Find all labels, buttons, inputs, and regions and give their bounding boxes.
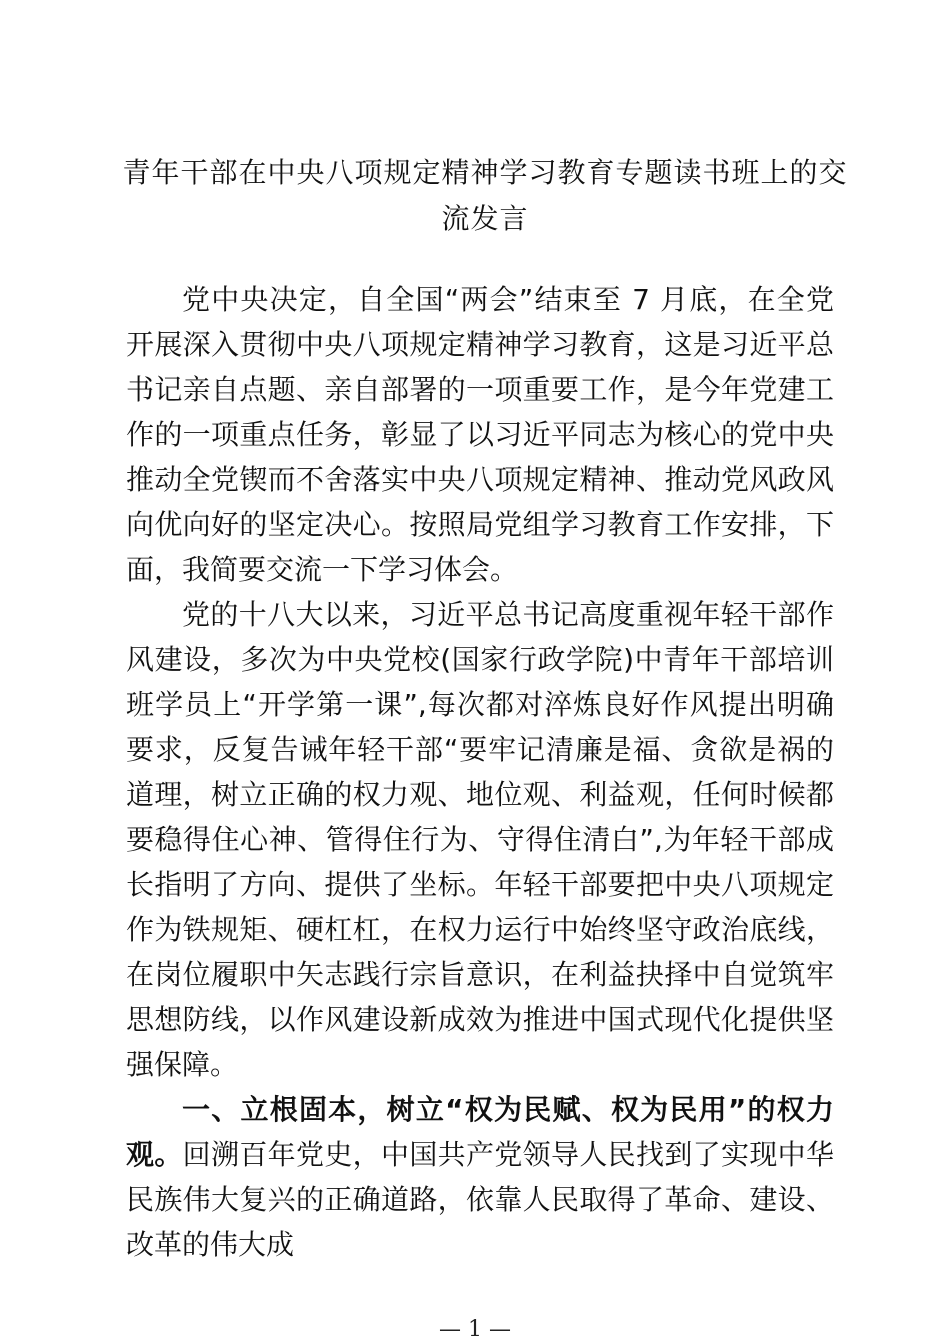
paragraph-intro: 党中央决定，自全国“两会”结束至 7 月底，在全党开展深入贯彻中央八项规定精神学习教育，这是习近平总书记亲自点题、亲自部署的一项重要工作，是今年党建工作的一项重点任务，彰显了以习近平同志为核心的党中央推动全党锲而不舍落实中央八项规定精神、推动党风政风向优向好的坚定决心。按照局党组学习教育工作安排，下面，我简要交流一下学习体会。 — [126, 283, 834, 586]
paragraph-section-one — [126, 1087, 834, 1267]
document-title: 青年干部在中央八项规定精神学习教育专题读书班上的交流发言 — [122, 156, 848, 235]
section-one-body: 回溯百年党史，中国共产党领导人民找到了实现中华民族伟大复兴的正确道路，依靠人民取得了革命、建设、改革的伟大成 — [126, 1138, 834, 1261]
page-number: — 1 — — [439, 1317, 511, 1342]
section-one-heading: 一、立根固本，树立“权为民赋、权为民用”的权力观。 — [126, 1093, 834, 1171]
document-body — [126, 277, 834, 1267]
paragraph-background: 党的十八大以来，习近平总书记高度重视年轻干部作风建设，多次为中央党校(国家行政学院)中青年干部培训班学员上“开学第一课”,每次都对淬炼良好作风提出明确要求，反复告诫年轻干部“要牢记清廉是福、贪欲是祸的道理，树立正确的权力观、地位观、利益观，任何时候都要稳得住心神、管得住行为、守得住清白”,为年轻干部成长指明了方向、提供了坐标。年轻干部要把中央八项规定作为铁规矩、硬杠杠，在权力运行中始终坚守政治底线，在岗位履职中矢志践行宗旨意识，在利益抉择中自觉筑牢思想防线，以作风建设新成效为推进中国式现代化提供坚强保障。 — [126, 598, 834, 1081]
